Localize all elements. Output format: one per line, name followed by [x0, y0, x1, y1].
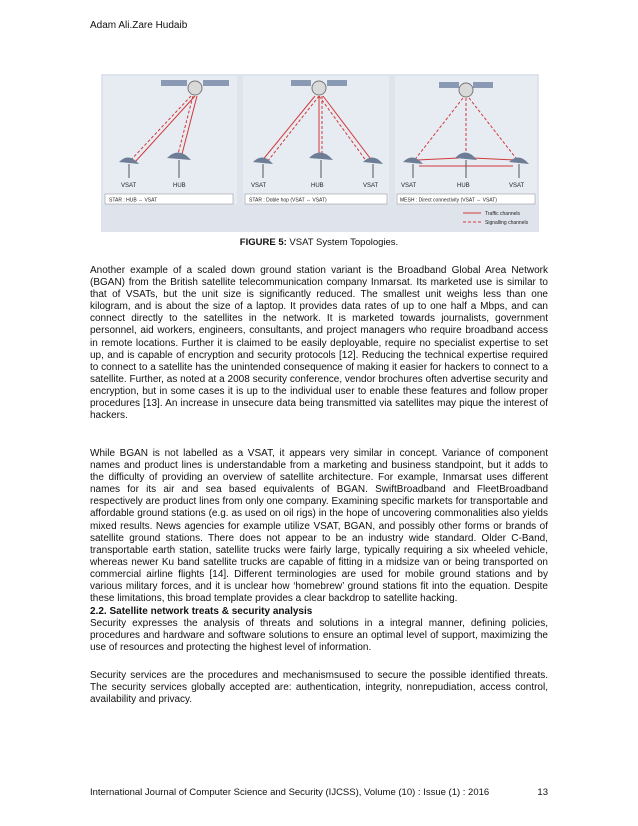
vsat-label: VSAT	[509, 183, 525, 189]
traffic-legend-label: Traffic channels	[485, 211, 521, 217]
page-footer	[90, 787, 548, 798]
journal-citation: International Journal of Computer Science and Security (IJCSS), Volume (10) : Issue (1) : 2016	[90, 787, 490, 798]
paragraph-security-services: Security services are the procedures and mechanismsused to secure the possible identified threats. The security services globally accepted are: authentication, integrity, nonrepudiation, access control, availability and privacy.	[90, 670, 548, 706]
caption-text: VSAT System Topologies.	[286, 237, 399, 248]
figure-caption	[0, 237, 638, 248]
vsat-label: VSAT	[121, 183, 137, 189]
vsat-label: VSAT	[251, 183, 267, 189]
panel-title: MESH : Direct connectivity (VSAT ⇔ VSAT)	[400, 197, 497, 204]
running-header: Adam Ali.Zare Hudaib	[90, 20, 188, 31]
figure-svg	[101, 74, 539, 232]
hub-label: HUB	[173, 183, 186, 189]
signalling-legend-label: Signalling channels	[485, 220, 529, 226]
caption-label: FIGURE 5:	[239, 237, 287, 248]
panel-star-double-hop	[243, 76, 389, 204]
panel-title: STAR : HUB ⇔ VSAT	[109, 197, 158, 204]
paragraph-bgan: Another example of a scaled down ground station variant is the Broadband Global Area Network (BGAN) from the British satellite telecommunication company Inmarsat. Its marketed use is similar to that of VSATs, but the unit size is significantly reduced. The smallest unit weighs less than one kilogram, and is about the size of a laptop. It provides data rates of up to one half a Mbps, and can connect directly to the satellites in the network. It is marketed towards journalists, government personnel, aid workers, engineers, consultants, and project managers who require broadband access in remote locations. Further it is claimed to be easily deployable, require no specialist expertise to set up, and is capable of encryption and security protocols [12]. Reducing the technical expertise required to connect to a satellite has the unintended consequence of making it easier for hackers to connect to a satellite. Further, as noted at a 2008 security conference, vendor brochures often advertise security and encryption, but in some cases it is up to the individual user to enable these features and follow proper procedures [13]. An increase in unsecure data being transmitted via satellites may pique the interest of hackers.	[90, 265, 548, 422]
panel-star-hub	[103, 76, 237, 204]
page-number: 13	[537, 787, 548, 798]
hub-label: HUB	[311, 183, 324, 189]
vsat-label: VSAT	[401, 183, 417, 189]
figure-legend	[463, 211, 529, 226]
paragraph-terminology: While BGAN is not labelled as a VSAT, it appears very similar in concept. Variance of component names and product lines is understandable from a marketing and business standpoint, but it adds to the difficulty of providing an overview of satellite architecture. For example, Inmarsat uses different names for its air and sea based equivalents of BGAN. SwiftBroadband and FleetBroadband respectively are product lines from only one company. Examining specific markets for transportable and affordable ground stations (e.g. as used on oil rigs) in the hope of uncovering commonalities also yields mixed results. News agencies for example utilize VSAT, BGAN, and possibly other forms or brands of satellite ground stations. There does not appear to be an industry wide standard. Older C-Band, transportable earth station, satellite trucks were fairly large, typically requiring a six wheeled vehicle, whereas newer Ku band satellite trucks are capable of fitting in a midsize van or being transported on commercial airline flights [14]. Different terminologies are used for mobile ground stations and by various military forces, and it is unclear how ‘homebrew’ ground stations fit into the equation. Despite these limitations, this broad template provides a clear backdrop to satellite hacking.	[90, 448, 548, 605]
panel-mesh	[395, 76, 537, 204]
section-heading: 2.2. Satellite network treats & security analysis	[90, 606, 313, 617]
panel-title: STAR : Doble hop (VSAT ⇔ VSAT)	[249, 197, 327, 204]
vsat-topologies-figure	[101, 74, 539, 232]
vsat-label: VSAT	[363, 183, 379, 189]
paragraph-security: Security expresses the analysis of threats and solutions in a integral manner, defining policies, procedures and hardware and software solutions to ensure an optimal level of support, maximizing the use of resources and protecting the highest level of information.	[90, 618, 548, 654]
hub-label: HUB	[457, 183, 470, 189]
